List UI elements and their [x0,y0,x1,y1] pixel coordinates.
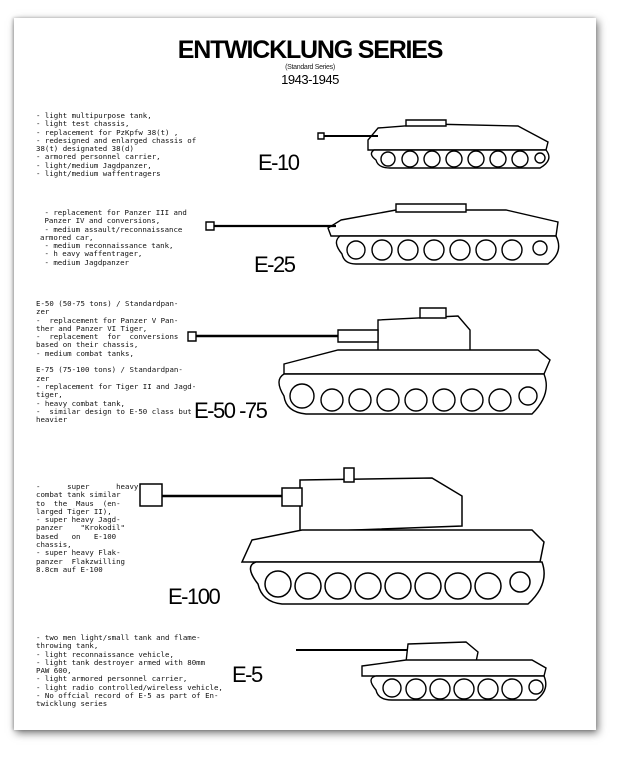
e10-label: E-10 [258,150,299,175]
e5-description: - two men light/small tank and flame- throwing tank, - light reconnaissance vehicle, - light tank destroyer armed with 80mm PAW 600, - light armored personnel carrier, - light radio controlled/wireless vehicle, - No offcial record of E-5 as part of En- twicklung series [36,633,223,709]
e25-label: E-25 [254,252,295,277]
e25-description: - replacement for Panzer III and Panzer IV and conversions, - medium assault/reconnaissance armored car, - medium reconnaissance tank, - h eavy waffentrager, - medium Jagdpanzer [40,208,187,267]
e50-e75-description: E-50 (50-75 tons) / Standardpan- zer - replacement for Panzer V Pan- ther and Panzer VI Tiger, - replacement for conversions based on their chassis, - medium combat tanks, E-75 (75-100 tons) / Standardpan- zer - replacement for Tiger II and Jagd- tiger, - heavy combat tank, - similar design to E-50 class but heavier [36,299,197,425]
e50-e75-label: E-50 -75 [194,398,267,423]
e100-description: - super heavy combat tank similar to the Maus (en- larged Tiger II), - super heavy Jagd- panzer "Krokodil" based on E-100 chassis, - super heavy Flak- panzer Flakzwilling 8.8cm auf E-100 [36,482,139,574]
year-range: 1943-1945 [281,72,339,87]
e5-label: E-5 [232,662,262,687]
e10-description: - light multipurpose tank, - light test chassis, - replacement for PzKpfw 38(t) , - redesigned and enlarged chassis of 38(t) designated 38(d) - armored personnel carrier, - light/medium Jagdpanzer, - light/medium waffentragers [36,111,197,179]
e10-tank-illustration [318,114,558,184]
page-title: ENTWICKLUNG SERIES [177,36,443,64]
e100-label: E-100 [168,584,220,609]
page-subtitle: (Standard Series) [285,64,335,71]
e5-tank-illustration [296,636,556,706]
